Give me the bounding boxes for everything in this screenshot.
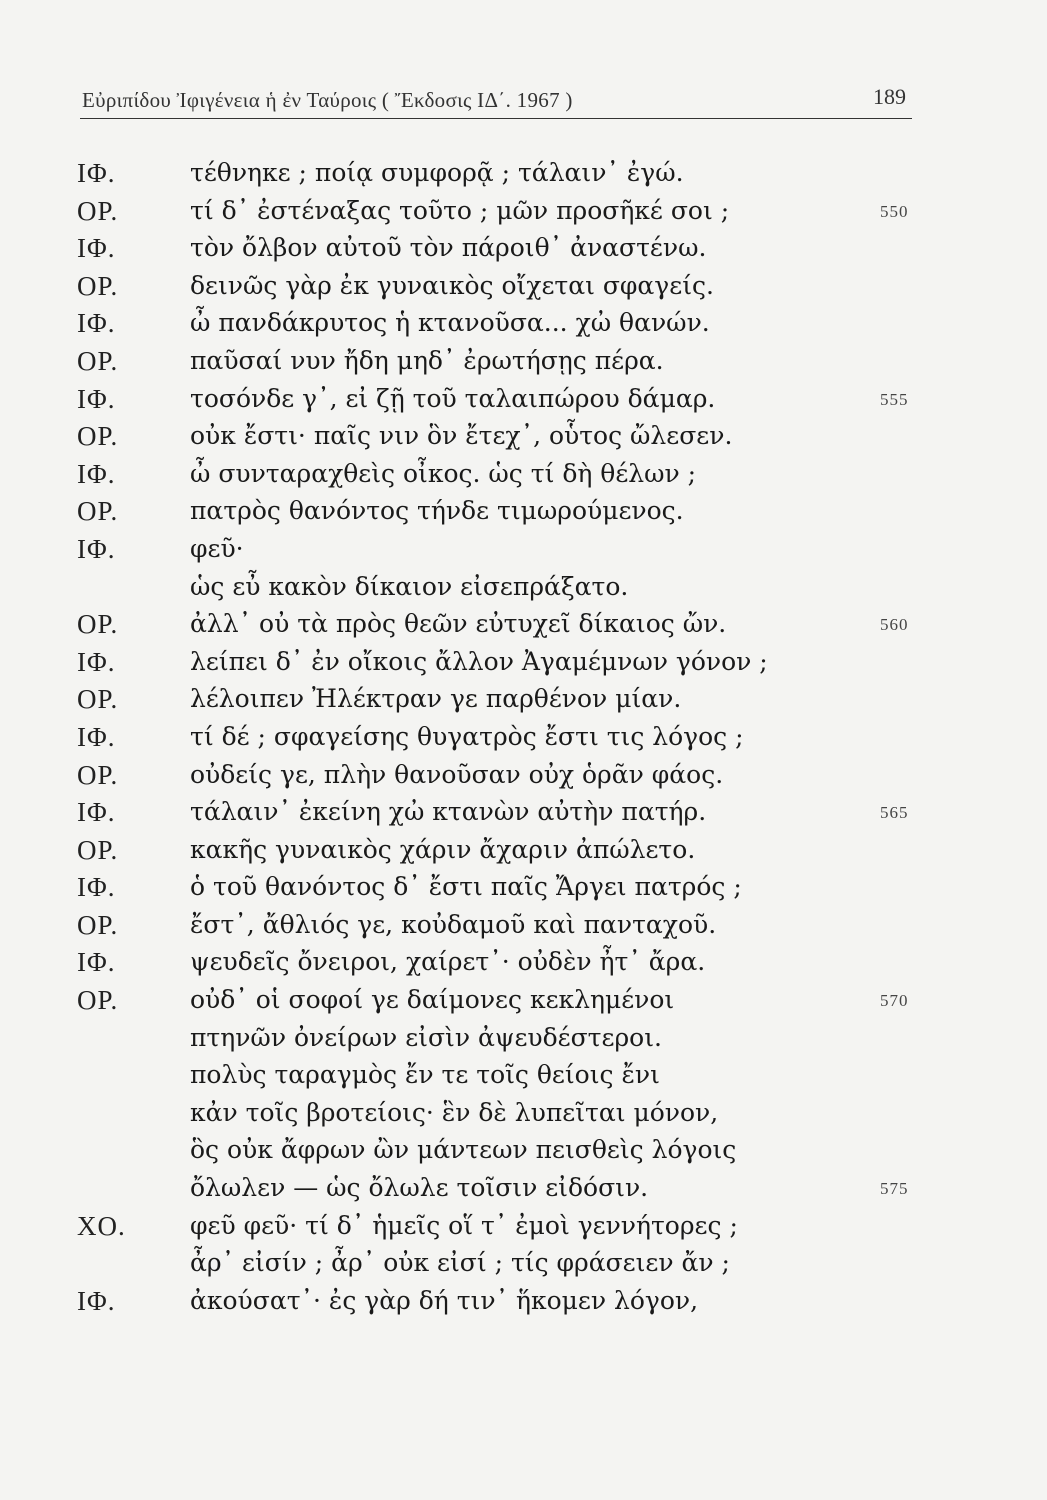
verse-text: οὐκ ἔστι· παῖς νιν ὃν ἔτεχ᾽, οὗτος ὤλεσεν. [190, 421, 733, 451]
verse-text: πτηνῶν ὀνείρων εἰσὶν ἀψευδέστεροι. [190, 1022, 662, 1052]
verse-text: ἆρ᾽ εἰσίν ; ἆρ᾽ οὐκ εἰσί ; τίς φράσειεν ἄν ; [190, 1248, 730, 1278]
verse-line [0, 459, 1047, 497]
speaker-label: ΙΦ. [77, 797, 116, 828]
verse-line [0, 1211, 1047, 1249]
speaker-label: ΙΦ. [77, 308, 116, 339]
line-number: 575 [880, 1179, 909, 1199]
verse-line [0, 684, 1047, 722]
verse-text: ὁ τοῦ θανόντος δ᾽ ἔστι παῖς Ἄργει πατρός ; [190, 872, 742, 902]
verse-text: τέθνηκε ; ποίᾳ συμφορᾷ ; τάλαιν᾽ ἐγώ. [190, 158, 684, 187]
speaker-label: ΙΦ. [77, 721, 116, 752]
page-number: 189 [873, 84, 906, 109]
speaker-label: ΙΦ. [77, 158, 116, 188]
line-number: 555 [880, 389, 909, 409]
verse-text: παῦσαί νυν ἤδη μηδ᾽ ἐρωτήσῃς πέρα. [190, 345, 664, 375]
verse-line [0, 985, 1047, 1023]
verse-line [0, 910, 1047, 948]
speaker-label: ΟΡ. [77, 684, 119, 715]
verse-text: ὄλωλεν — ὡς ὄλωλε τοῖσιν εἰδόσιν. [190, 1173, 649, 1203]
speaker-label: ΟΡ. [77, 909, 119, 940]
verse-block [0, 158, 1047, 1323]
verse-line [0, 1135, 1047, 1173]
verse-text: ὦ συνταραχθεὶς οἶκος. ὡς τί δὴ θέλων ; [190, 458, 697, 488]
verse-text: ὡς εὖ κακὸν δίκαιον εἰσεπράξατο. [190, 571, 629, 601]
speaker-label: ΙΦ. [77, 1285, 116, 1316]
verse-line [0, 1023, 1047, 1061]
speaker-label: ΟΡ. [77, 345, 119, 376]
verse-line [0, 308, 1047, 346]
running-header [80, 84, 912, 119]
verse-line [0, 534, 1047, 572]
verse-text: φεῦ φεῦ· τί δ᾽ ἡμεῖς οἵ τ᾽ ἐμοὶ γεννήτορες ; [190, 1210, 738, 1240]
verse-line [0, 797, 1047, 835]
verse-text: κακῆς γυναικὸς χάριν ἄχαριν ἀπώλετο. [190, 834, 696, 864]
verse-line [0, 196, 1047, 234]
verse-line [0, 722, 1047, 760]
verse-text: τὸν ὄλβον αὐτοῦ τὸν πάροιθ᾽ ἀναστένω. [190, 233, 707, 263]
verse-text: ὃς οὐκ ἄφρων ὢν μάντεων πεισθεὶς λόγοις [190, 1135, 737, 1165]
verse-line [0, 421, 1047, 459]
verse-line [0, 872, 1047, 910]
speaker-label: ΟΡ. [77, 609, 119, 640]
speaker-label: ΟΡ. [77, 834, 119, 865]
verse-line [0, 609, 1047, 647]
speaker-label: ΟΡ. [77, 759, 119, 790]
verse-line [0, 496, 1047, 534]
verse-text: τί δέ ; σφαγείσης θυγατρὸς ἔστι τις λόγος ; [190, 721, 744, 751]
verse-line [0, 572, 1047, 610]
speaker-label: ΙΦ. [77, 383, 116, 414]
verse-text: φεῦ· [190, 533, 244, 563]
verse-text: ἔστ᾽, ἄθλιός γε, κοὐδαμοῦ καὶ πανταχοῦ. [190, 909, 717, 939]
verse-text: οὐδ᾽ οἱ σοφοί γε δαίμονες κεκλημένοι [190, 985, 675, 1015]
verse-line [0, 1248, 1047, 1286]
speaker-label: ΟΡ. [77, 195, 119, 226]
verse-text: πατρὸς θανόντος τήνδε τιμωρούμενος. [190, 496, 684, 526]
speaker-label: ΟΡ. [77, 496, 119, 527]
verse-text: τί δ᾽ ἐστέναξας τοῦτο ; μῶν προσῆκέ σοι ; [190, 195, 730, 225]
verse-text: ὦ πανδάκρυτος ἡ κτανοῦσα... χὠ θανών. [190, 308, 710, 338]
verse-line [0, 1286, 1047, 1324]
verse-line [0, 1173, 1047, 1211]
verse-line [0, 947, 1047, 985]
speaker-label: ΟΡ. [77, 985, 119, 1016]
verse-line [0, 346, 1047, 384]
verse-line [0, 271, 1047, 309]
verse-line [0, 1060, 1047, 1098]
verse-text: ψευδεῖς ὄνειροι, χαίρετ᾽· οὐδὲν ἦτ᾽ ἄρα. [190, 947, 706, 977]
speaker-label: ΟΡ. [77, 270, 119, 301]
verse-text: κἀν τοῖς βροτείοις· ἓν δὲ λυπεῖται μόνον, [190, 1097, 719, 1127]
verse-text: οὐδείς γε, πλὴν θανοῦσαν οὐχ ὁρᾶν φάος. [190, 759, 724, 789]
verse-text: τοσόνδε γ᾽, εἰ ζῇ τοῦ ταλαιπώρου δάμαρ. [190, 383, 716, 413]
line-number: 560 [880, 615, 909, 635]
verse-line [0, 1098, 1047, 1136]
verse-text: λέλοιπεν Ἠλέκτραν γε παρθένον μίαν. [190, 684, 682, 714]
verse-line [0, 158, 1047, 196]
verse-line [0, 233, 1047, 271]
verse-text: ἀλλ᾽ οὐ τὰ πρὸς θεῶν εὐτυχεῖ δίκαιος ὤν. [190, 609, 727, 639]
verse-text: δεινῶς γὰρ ἐκ γυναικὸς οἴχεται σφαγείς. [190, 270, 714, 300]
verse-text: πολὺς ταραγμὸς ἔν τε τοῖς θείοις ἔνι [190, 1060, 660, 1090]
speaker-label: ΙΦ. [77, 872, 116, 903]
speaker-label: ΙΦ. [77, 947, 116, 978]
verse-line [0, 384, 1047, 422]
speaker-label: ΧΟ. [77, 1210, 126, 1241]
speaker-label: ΙΦ. [77, 458, 116, 489]
line-number: 565 [880, 803, 909, 823]
speaker-label: ΙΦ. [77, 646, 116, 677]
speaker-label: ΙΦ. [77, 233, 116, 264]
line-number: 550 [880, 201, 909, 221]
running-title: Εὐριπίδου Ἰφιγένεια ἡ ἐν Ταύροις ( Ἔκδοσις ΙΔ΄. 1967 ) [82, 88, 573, 112]
verse-line [0, 760, 1047, 798]
speaker-label: ΟΡ. [77, 421, 119, 452]
line-number: 570 [880, 991, 909, 1011]
verse-text: ἀκούσατ᾽· ἐς γὰρ δή τιν᾽ ἥκομεν λόγον, [190, 1285, 699, 1315]
verse-line [0, 647, 1047, 685]
speaker-label: ΙΦ. [77, 533, 116, 564]
verse-text: τάλαιν᾽ ἐκείνη χὠ κτανὼν αὐτὴν πατήρ. [190, 797, 707, 827]
verse-text: λείπει δ᾽ ἐν οἴκοις ἄλλον Ἀγαμέμνων γόνον ; [190, 646, 768, 676]
verse-line [0, 835, 1047, 873]
